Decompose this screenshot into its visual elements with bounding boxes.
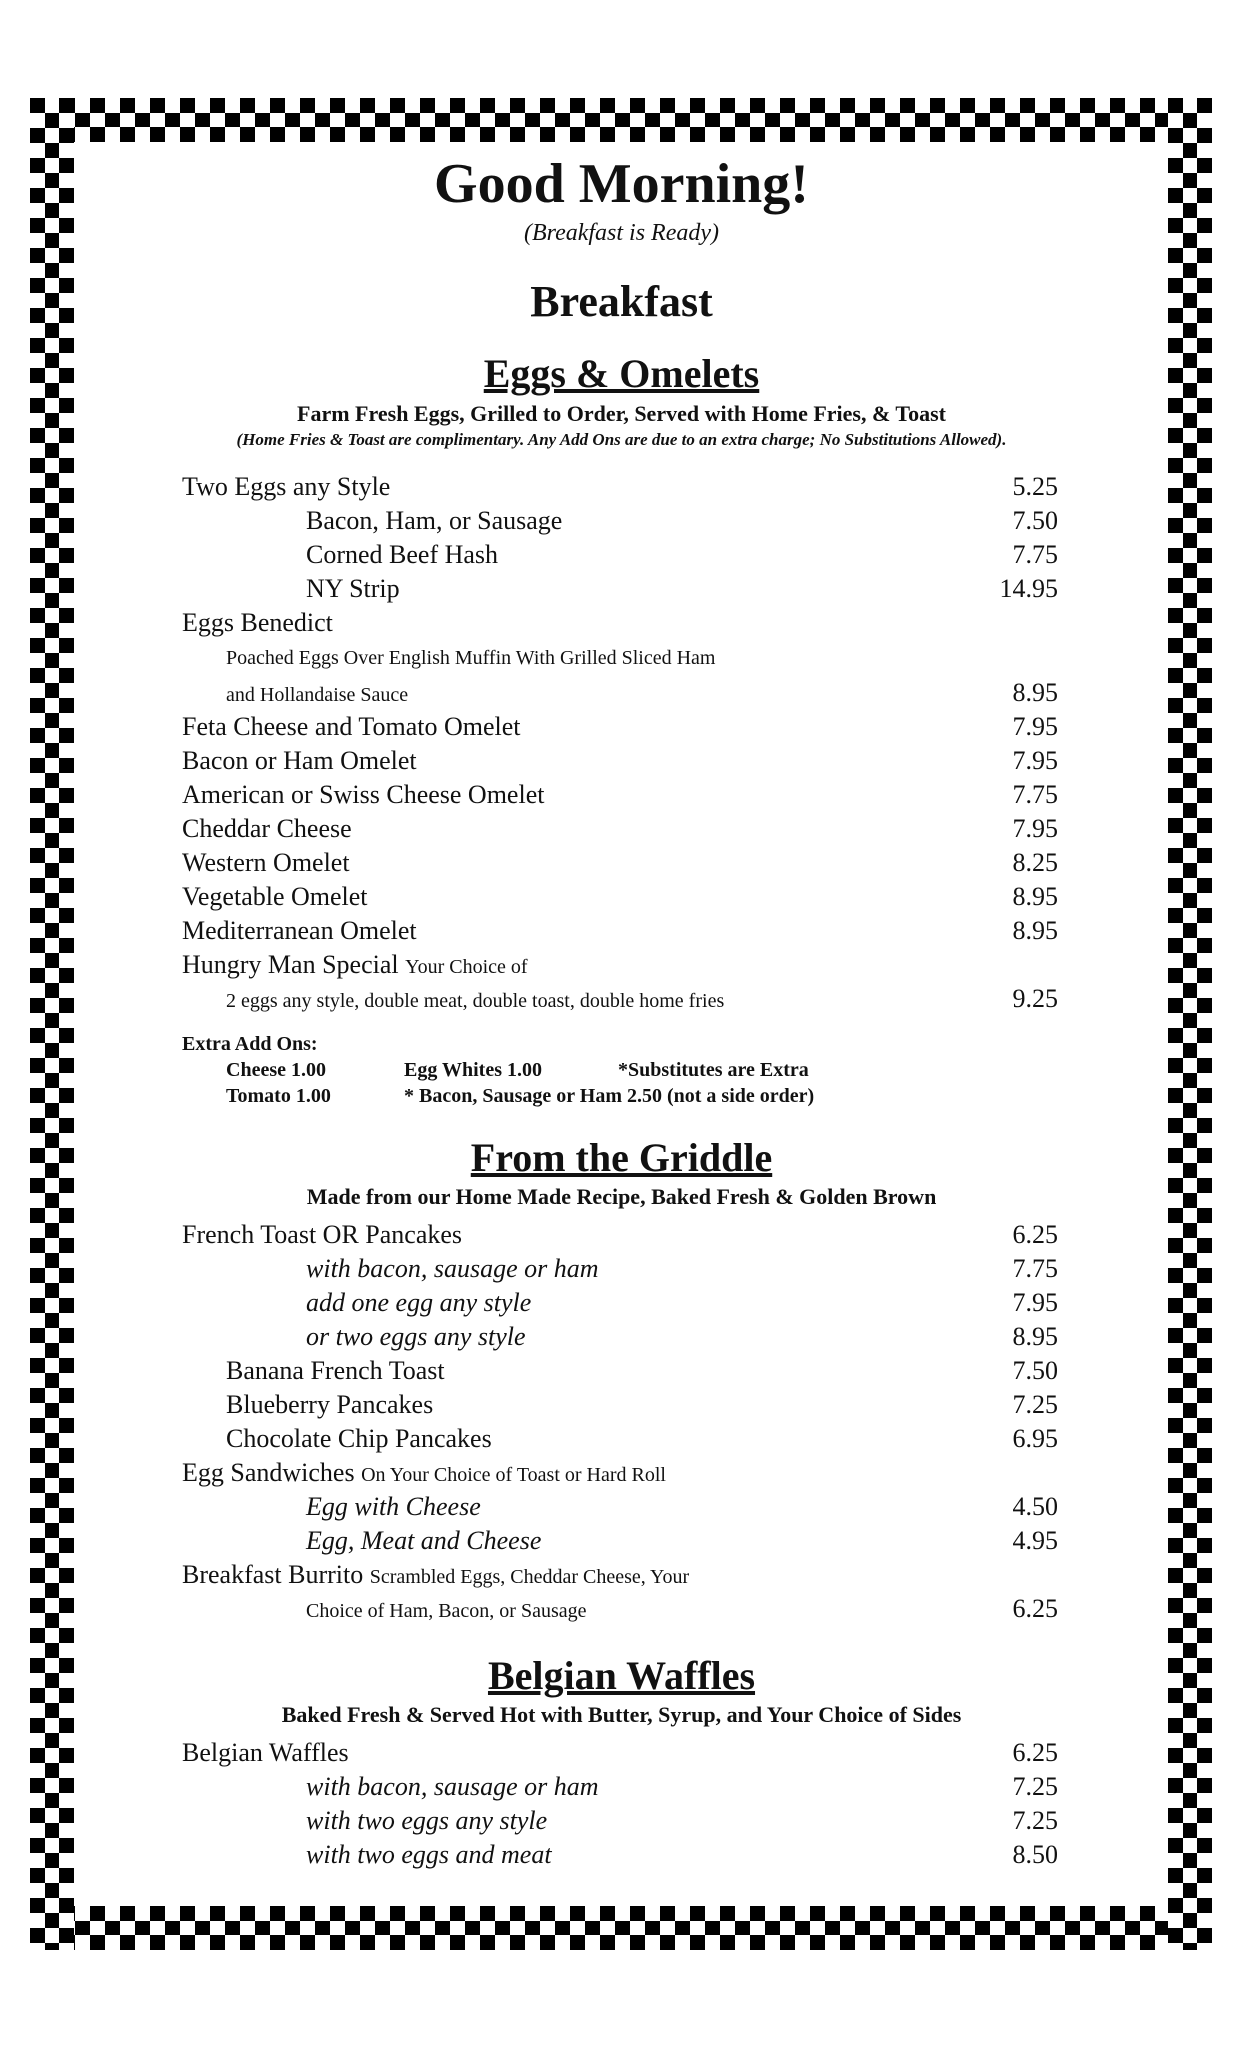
- item-description: Choice of Ham, Bacon, or Sausage: [306, 1600, 587, 1622]
- item-name: Cheddar Cheese: [182, 814, 352, 843]
- item-price: 6.25: [1012, 1220, 1058, 1249]
- item-name: Feta Cheese and Tomato Omelet: [182, 712, 521, 741]
- item-name: with bacon, sausage or ham: [306, 1772, 599, 1801]
- item-price: 7.95: [1012, 814, 1058, 843]
- item-name: Vegetable Omelet: [182, 882, 368, 911]
- item-description: 2 eggs any style, double meat, double toast, double home fries: [226, 990, 725, 1012]
- menu-item: [182, 1354, 1058, 1388]
- item-name: [182, 1558, 689, 1594]
- item-price: 7.50: [1012, 1356, 1058, 1385]
- item-name: Eggs Benedict: [182, 608, 333, 637]
- item-name: French Toast OR Pancakes: [182, 1220, 463, 1249]
- section-desc-waffles: Baked Fresh & Served Hot with Butter, Syrup, and Your Choice of Sides: [281, 1702, 962, 1727]
- item-name: Belgian Waffles: [182, 1738, 349, 1767]
- item-name: or two eggs any style: [306, 1322, 526, 1351]
- item-name: with two eggs and meat: [306, 1840, 552, 1869]
- menu-item: [182, 1592, 1058, 1626]
- menu-item: [182, 1252, 1058, 1286]
- item-price: 4.95: [1012, 1526, 1058, 1555]
- menu-item: [182, 914, 1058, 948]
- item-extra: On Your Choice of Toast or Hard Roll: [361, 1464, 666, 1486]
- item-price: 7.25: [1012, 1772, 1058, 1801]
- item-name: with two eggs any style: [306, 1806, 548, 1835]
- addon-cheese: Cheese 1.00: [226, 1059, 326, 1081]
- menu-item: [182, 1804, 1058, 1838]
- item-name: Corned Beef Hash: [306, 540, 499, 569]
- menu-item: [182, 470, 1058, 504]
- item-name: add one egg any style: [306, 1288, 532, 1317]
- menu-item: [182, 1456, 1058, 1490]
- addon-tomato: Tomato 1.00: [226, 1085, 331, 1107]
- item-price: 6.25: [1012, 1594, 1058, 1623]
- item-name-text: Hungry Man Special: [182, 950, 399, 979]
- item-price: 7.95: [1012, 746, 1058, 775]
- menu-item: [182, 846, 1058, 880]
- section-title-eggs: Eggs & Omelets: [483, 351, 760, 396]
- menu-item: [182, 1388, 1058, 1422]
- item-price: 5.25: [1012, 472, 1058, 501]
- checkered-border-bottom: [30, 1906, 1212, 1950]
- addon-substitutes: *Substitutes are Extra: [618, 1059, 809, 1081]
- item-name: Two Eggs any Style: [182, 472, 391, 501]
- item-price: 7.25: [1012, 1806, 1058, 1835]
- menu-item: [182, 1320, 1058, 1354]
- menu-item: [182, 710, 1058, 744]
- item-name: Egg, Meat and Cheese: [306, 1526, 542, 1555]
- menu-item: [182, 1286, 1058, 1320]
- item-price: 8.95: [1012, 678, 1058, 707]
- item-name: NY Strip: [306, 574, 400, 603]
- item-name: Chocolate Chip Pancakes: [226, 1424, 492, 1453]
- menu-item: [182, 948, 1058, 982]
- item-price: 6.25: [1012, 1738, 1058, 1767]
- item-name-text: Egg Sandwiches: [182, 1458, 355, 1487]
- item-name: Western Omelet: [182, 848, 350, 877]
- menu-item: [182, 1422, 1058, 1456]
- menu-heading: Breakfast: [530, 277, 713, 326]
- item-price: 8.95: [1012, 916, 1058, 945]
- item-price: 7.75: [1012, 540, 1058, 569]
- menu-item: [182, 880, 1058, 914]
- menu-item: [182, 1524, 1058, 1558]
- item-price: 7.95: [1012, 1288, 1058, 1317]
- item-price: 8.95: [1012, 882, 1058, 911]
- item-description: Poached Eggs Over English Muffin With Grilled Sliced Ham: [226, 647, 716, 669]
- item-name: Bacon, Ham, or Sausage: [306, 506, 563, 535]
- item-price: 7.95: [1012, 712, 1058, 741]
- item-name: Egg with Cheese: [306, 1492, 481, 1521]
- item-name: [182, 948, 528, 984]
- item-price: 7.25: [1012, 1390, 1058, 1419]
- menu-item: [182, 1736, 1058, 1770]
- item-price: 8.25: [1012, 848, 1058, 877]
- page-title: Good Morning!: [434, 153, 809, 215]
- item-price: 7.75: [1012, 780, 1058, 809]
- item-extra: Scrambled Eggs, Cheddar Cheese, Your: [369, 1566, 690, 1588]
- section-desc-eggs: Farm Fresh Eggs, Grilled to Order, Served with Home Fries, & Toast: [297, 401, 946, 426]
- item-price: 8.95: [1012, 1322, 1058, 1351]
- item-price: 7.75: [1012, 1254, 1058, 1283]
- menu-item: [182, 504, 1058, 538]
- item-price: 14.95: [999, 574, 1058, 603]
- menu-item: [182, 1490, 1058, 1524]
- item-price: 6.95: [1012, 1424, 1058, 1453]
- menu-item: [182, 538, 1058, 572]
- checkered-border-top: [30, 98, 1212, 142]
- addons-label: Extra Add Ons:: [182, 1033, 318, 1055]
- item-price: 7.50: [1012, 506, 1058, 535]
- section-note-eggs: (Home Fries & Toast are complimentary. Any Add Ons are due to an extra charge; No Substitutions Allowed).: [236, 430, 1007, 449]
- item-name: with bacon, sausage or ham: [306, 1254, 599, 1283]
- page-subtitle: (Breakfast is Ready): [523, 220, 720, 246]
- menu-item: [182, 572, 1058, 606]
- item-description: and Hollandaise Sauce: [226, 684, 409, 706]
- menu-item: [182, 1838, 1058, 1872]
- menu-item: [182, 606, 1058, 640]
- addon-egg-whites: Egg Whites 1.00: [404, 1059, 542, 1081]
- item-price: 9.25: [1012, 984, 1058, 1013]
- item-extra: Your Choice of: [405, 956, 528, 978]
- menu-item: [182, 676, 1058, 710]
- item-name: American or Swiss Cheese Omelet: [182, 780, 545, 809]
- menu-item: [182, 982, 1058, 1016]
- item-name: Blueberry Pancakes: [226, 1390, 434, 1419]
- item-name: [182, 1456, 666, 1492]
- menu-item: [182, 1558, 1058, 1592]
- addon-meat: * Bacon, Sausage or Ham 2.50 (not a side order): [404, 1085, 815, 1107]
- item-name: Bacon or Ham Omelet: [182, 746, 417, 775]
- menu-item: [182, 744, 1058, 778]
- item-name: Banana French Toast: [226, 1356, 445, 1385]
- menu-item: [182, 1770, 1058, 1804]
- menu-item: [182, 812, 1058, 846]
- section-title-waffles: Belgian Waffles: [487, 1653, 756, 1698]
- section-title-griddle: From the Griddle: [470, 1135, 773, 1180]
- menu-item: [182, 778, 1058, 812]
- item-name: Mediterranean Omelet: [182, 916, 417, 945]
- item-price: 8.50: [1012, 1840, 1058, 1869]
- section-desc-griddle: Made from our Home Made Recipe, Baked Fresh & Golden Brown: [306, 1184, 937, 1209]
- item-price: 4.50: [1012, 1492, 1058, 1521]
- menu-item: [182, 1218, 1058, 1252]
- item-name-text: Breakfast Burrito: [182, 1560, 364, 1589]
